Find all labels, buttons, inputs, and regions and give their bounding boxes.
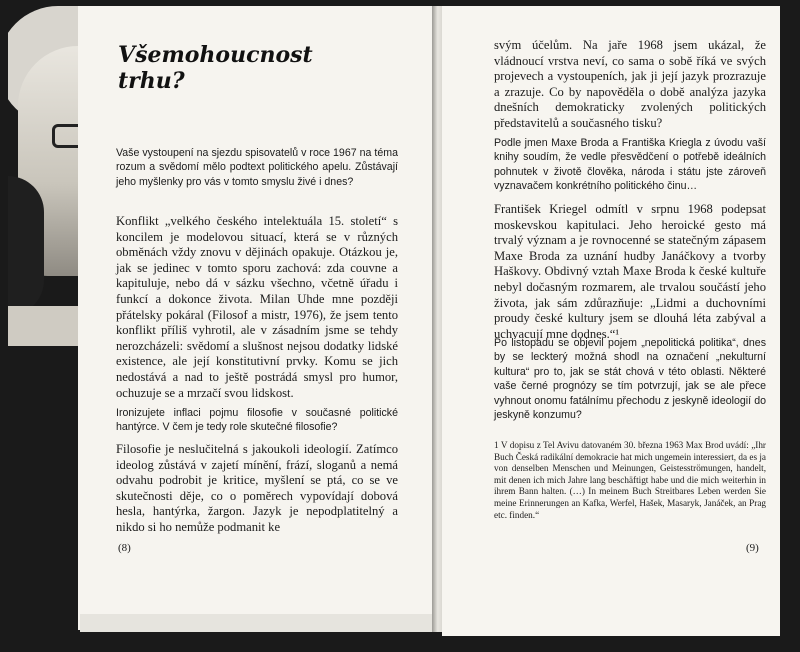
author-photo (8, 6, 88, 626)
chapter-title-line2: trhu? (118, 68, 185, 94)
question-3: Podle jmen Maxe Broda a Františka Kriegla z úvodu vaší knihy soudím, že vedle přesvědčení o potřebě ideálních pohnutek v životě člověka, národa i státu jste zároveň vyznavačem konkrétního politického činu… (494, 137, 766, 193)
page-number-right: (9) (746, 542, 759, 554)
answer-3: František Kriegel odmítl v srpnu 1968 podepsat moskevskou kapitulaci. Jeho heroické gesto má trvalý význam a je rovnocenné se statečným zápasem Maxe Broda za uznání hudby Janáčkovy a tvorby Haškovy. Obdivný vztah Maxe Broda k české kultuře nebyl dočasným rozmarem, ale trvalou součástí jeho života, jak sám zdůrazňuje: „Lidmi a duchovními proudy české kultury jsem se dlouhá léta zabýval a uchvacují mne dodnes.“¹ (494, 202, 766, 341)
chapter-title-line1: Všemohoucnost (118, 42, 313, 68)
question-2: Ironizujete inflaci pojmu filosofie v současné politické hantýrce. V čem je tedy role skutečné filosofie? (116, 407, 398, 434)
footnote: 1 V dopisu z Tel Avivu datovaném 30. března 1963 Max Brod uvádí: „Ihr Buch Česká radikální demokracie hat mich ungemein interessiert, da es ja von denselben Menschen und Meinungen, Geistesströmungen, handelt, mit denen ich mich Jahre lang beschäftigt habe und die mich weiterhin in ihrem Bann halten. (…) In meinem Buch Streitbares Leben werden Sie meine Erinnerungen an Kafka, Werfel, Hašek, Masaryk, Janáček, an Prag etc. finden.“ (494, 440, 766, 520)
page-edge (80, 614, 440, 632)
chapter-title (118, 42, 313, 94)
answer-1: Konflikt „velkého českého intelektuála 15. století“ s koncilem je modelovou situací, která se v různých obměnách vždy znovu v dějinách opakuje. Otázkou je, jak se jedinec v tomto sporu zachová: zda couvne a kapituluje, nebo dá v sázku všechno, včetně úřadu i funkcí a dokonce života. Milan Uhde mne později přátelsky pokáral (Filosof a mistr, 1976), že jsem tento konflikt příliš vyhrotil, ale v zásadním jsme se tehdy nerozcházeli: svědomí a slušnost nejsou dodatky lidské existence, ale její konstitutivní prvky. Komu se jich nedostává a nad to ještě postrádá smysl pro humor, ochuzuje se a mrzačí svou lidskost. (116, 214, 398, 400)
question-4: Po listopadu se objevil pojem „nepolitická politika“, dnes by se leckterý možná shodl na označení „nekulturní kultura“ pro to, jak se stát chová v této oblasti. Některé vaše černé prognózy se tím potvrzují, jak se ale přece vyhnout onomu fatálnímu přechodu z jeskyně ideologií do jeskyně konzumu? (494, 337, 766, 422)
open-book (8, 6, 786, 636)
answer-2: Filosofie je neslučitelná s jakoukoli ideologií. Zatímco ideolog zůstává v zajetí mínění, frází, sloganů a nemá odvahu podrobit je kritice, myšlení se ptá, co se ve skutečnosti děje, co o poměrech vypovídají dobová hesla, hantýrka, žargon. Jazyk je nepodplatitelný a nikdo si ho nemůže podmanit ke (116, 442, 398, 534)
answer-2-continued: svým účelům. Na jaře 1968 jsem ukázal, že vládnoucí vrstva neví, co sama o sobě říká ve svých projevech a vystoupeních, jak ji její jazyk prozrazuje a zrazuje. Co by napověděla o době analýza jazyka dnešních demokraticky zvolených politických představitelů a současného tisku? (494, 38, 766, 130)
page-number-left: (8) (118, 542, 131, 554)
question-1: Vaše vystoupení na sjezdu spisovatelů v roce 1967 na téma rozum a svědomí mělo podtext politického apelu. Zůstávají jeho myšlenky pro vás v tomto smyslu živé i dnes? (116, 147, 398, 188)
